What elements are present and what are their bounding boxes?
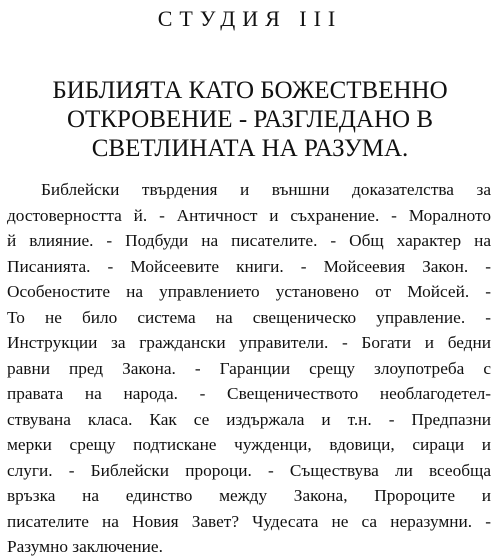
summary-line: Инструкции за граждански управители. - Богати и бедни	[7, 333, 491, 352]
title-line: ОТКРОВЕНИЕ - РАЗГЛЕДАНО В	[66, 106, 433, 133]
summary-line: Библейски твърдения и външни доказателства за	[41, 180, 491, 199]
title-line: СВЕТЛИНАТА НА РАЗУМА.	[91, 135, 409, 162]
summary-line: мерки срещу подтискане чужденци, вдовици, сираци и	[7, 435, 491, 454]
summary-line: То не било система на свещеническо управление. -	[7, 307, 491, 327]
summary-line: Писанията. - Мойсеевите книги. - Мойсеевия Закон. -	[7, 256, 491, 276]
chapter-summary	[7, 177, 491, 560]
summary-line: й влияние. - Подбуди на писателите. - Общ характер на	[7, 231, 491, 250]
summary-line: ствувана класа. Как се издържала и т.н. - Предпазни	[7, 409, 491, 429]
summary-line: връзка на единство между Закона, Пророците и	[7, 486, 491, 505]
title-line: БИБЛИЯТА КАТО БОЖЕСТВЕННО	[52, 77, 448, 104]
chapter-title	[20, 76, 480, 163]
summary-line: писателите на Новия Завет? Чудесата не са неразумни. -	[7, 511, 491, 531]
summary-line: Особеностите на управлението установено от Мойсей. -	[7, 282, 491, 301]
study-heading: СТУДИЯ III	[157, 6, 343, 31]
summary-line: Разумно заключение.	[7, 537, 163, 556]
summary-line: слуги. - Библейски пророци. - Съществува ли всеобща	[7, 460, 491, 480]
summary-line: равни пред Закона. - Гаранции срещу злоупотреба с	[7, 358, 491, 378]
summary-line: достоверността й. - Античност и съхранение. - Моралното	[7, 205, 491, 225]
summary-line: правата на народа. - Свещеничеството необлагодетел-	[7, 384, 491, 403]
